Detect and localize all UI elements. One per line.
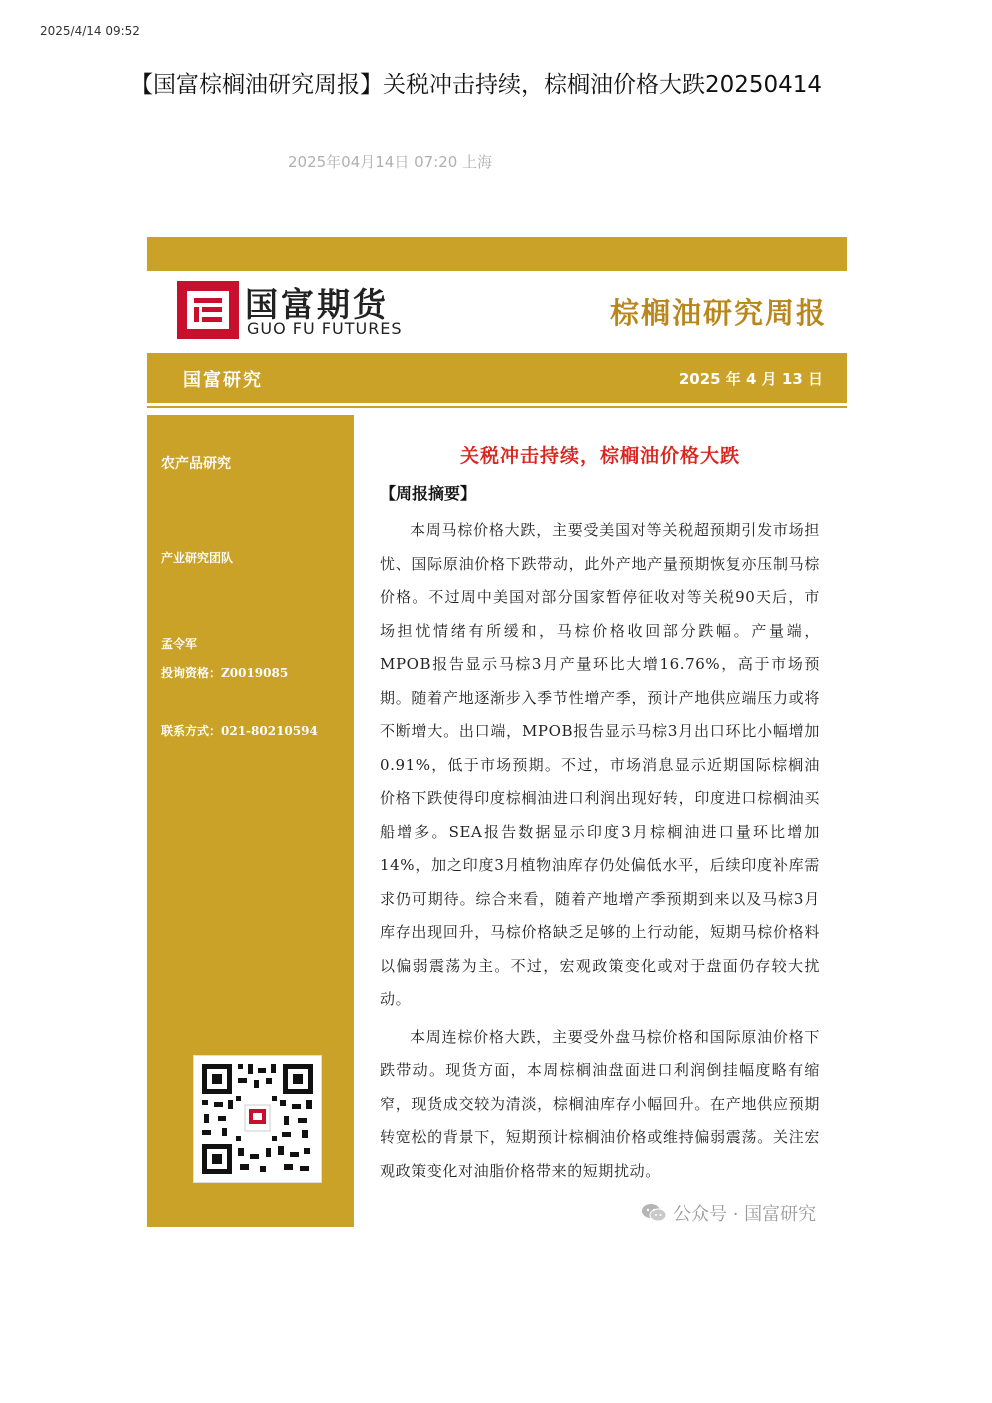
summary-heading: 【周报摘要】 <box>380 484 477 503</box>
article-meta: 2025年04月14日 07:20 上海 <box>288 153 493 171</box>
summary-paragraph-1: 本周马棕价格大跌，主要受美国对等关税超预期引发市场担忧、国际原油价格下跌带动，此外产地产量预期恢复亦压制马棕价格。不过周中美国对部分国家暂停征收对等关税90天后，市场担忧情绪有所缓和，马棕价格收回部分跌幅。产量端，MPOB报告显示马棕3月产量环比大增16.76%，高于市场预期。随着产地逐渐步入季节性增产季，预计产地供应端压力或将不断增大。出口端，MPOB报告显示马棕3月出口环比小幅增加0.91%，低于市场预期。不过，市场消息显示近期国际棕榈油价格下跌使得印度棕榈油进口利润出现好转，印度进口棕榈油买船增多。SEA报告数据显示印度3月棕榈油进口量环比增加14%，加之印度3月植物油库存仍处偏低水平，后续印度补库需求仍可期待。综合来看，随着产地增产季预期到来以及马棕3月库存出现回升，马棕价格缺乏足够的上行动能，短期马棕价格料以偏弱震荡为主。不过，宏观政策变化或对于盘面仍存较大扰动。 <box>380 521 820 1008</box>
wechat-icon <box>641 1203 667 1228</box>
wechat-watermark <box>641 1200 816 1228</box>
report-name: 棕榈油研究周报 <box>609 296 827 330</box>
sidebar-analyst: 孟令军 <box>161 637 198 651</box>
report-main <box>380 415 820 1188</box>
band-research-label: 国富研究 <box>183 370 263 391</box>
report-date: 2025 年 4 月 13 日 <box>678 370 823 388</box>
print-timestamp: 2025/4/14 09:52 <box>40 24 140 38</box>
sidebar-contact: 联系方式：021-80210594 <box>161 724 318 738</box>
report-sidebar <box>147 415 354 1227</box>
qr-code <box>193 1055 322 1183</box>
report-top-bar <box>147 237 847 271</box>
summary-paragraph-2: 本周连棕价格大跌，主要受外盘马棕价格和国际原油价格下跌带动。现货方面，本周棕榈油盘面进口利润倒挂幅度略有缩窄，现货成交较为清淡，棕榈油库存小幅回升。在产地供应预期转宽松的背景下，短期预计棕榈油价格或维持偏弱震荡。关注宏观政策变化对油脂价格带来的短期扰动。 <box>380 1027 820 1180</box>
report-page <box>147 237 847 1227</box>
sidebar-team: 产业研究团队 <box>161 551 234 565</box>
report-band <box>147 353 847 403</box>
article-title: 【国富棕榈油研究周报】关税冲击持续，棕榈油价格大跌20250414 <box>130 72 823 98</box>
guofu-logo-icon <box>177 281 239 339</box>
report-headline: 关税冲击持续，棕榈油价格大跌 <box>459 445 740 467</box>
logo-chinese-name: 国富期货 <box>245 285 389 324</box>
watermark-text: 公众号 · 国富研究 <box>673 1204 817 1225</box>
band-divider <box>147 406 847 408</box>
sidebar-qualification: 投询资格：Z0019085 <box>161 666 289 680</box>
sidebar-category: 农产品研究 <box>161 456 231 472</box>
logo-english-name: GUO FU FUTURES <box>247 319 403 338</box>
